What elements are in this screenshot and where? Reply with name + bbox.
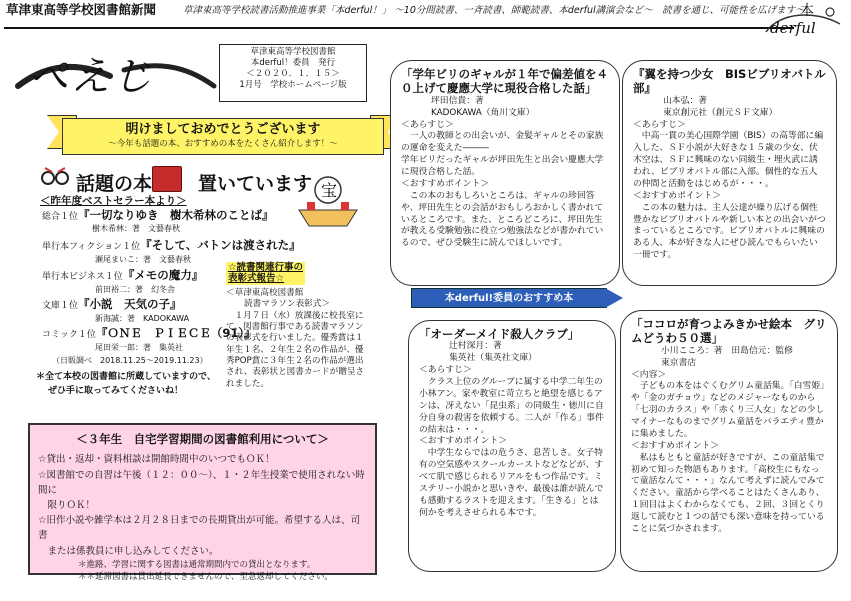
review-author: 山本弘：著 [663, 95, 707, 106]
header-divider [4, 27, 794, 29]
newspaper-title: 草津東高等学校図書館新聞 [6, 2, 157, 17]
book-review-card [620, 310, 838, 572]
book-entry [42, 238, 301, 254]
issue-line: 1月号 学校ホームページ版 [239, 80, 347, 91]
review-publisher: 東京書店 [661, 357, 697, 368]
review-synopsis: 子どもの本をはぐくむグリム童話集。「白雪姫」や「金のガチョウ」などのメジャーなものから「七羽のカラス」や「赤くり三人女」などの少しマイナーなものまでグリム童話をバラエティ豊かに集めました。 [631, 381, 825, 439]
book-review-card [622, 60, 837, 286]
book-author: 尾田栄一郎：著 集英社 [95, 343, 183, 352]
issue-line: 草津東高等学校図書館 [250, 47, 336, 57]
review-title: 「ココロが育つよみきかせ絵本 グリムどうわ５０選」 [631, 317, 827, 346]
book-author: 樹木希林：著 文藝春秋 [92, 224, 180, 233]
book-entry [42, 297, 182, 313]
notice-line: ☆旧作小説や雑学本は２月２８日までの長期貸出が可能。希望する人は、司書 [38, 515, 361, 542]
treasure-ship-icon [293, 170, 363, 230]
award-event: 読書マラソン表彰式＞ [244, 299, 330, 310]
svg-text:宝: 宝 [321, 181, 338, 200]
notice-title: ＜３年生 自宅学習期間の図書館利用について＞ [76, 432, 329, 446]
committee-recommendations-banner: 本derful!委員のおすすめ本 [411, 288, 607, 308]
book-category: 単行本フィクション１位 [42, 242, 141, 252]
issue-line: ＜２０２０．１．１５＞ [246, 69, 340, 80]
notice-line: ☆図書館での自習は午後（１２：００～）、１・２年生授業で使用されない時間に [38, 469, 365, 496]
review-points-heading: ＜おすすめポイント＞ [633, 190, 722, 201]
banner-subtitle: ～今年も話題の本、おすすめの本をたくさん紹介します！～ [108, 138, 338, 149]
book-author: 前田裕二：著 幻冬舎 [95, 285, 175, 294]
review-synopsis: 中高一貫の美心国際学園（BIS）の高等部に編入した、ＳＦ小説が大好きな１５歳の少女、伏木空は、ＳＦに興味のない同級生・埋火武に誘われ、ビブリオバトル部に入部。個性的な五人の仲間と活動をはじめるが・・・。 [633, 131, 824, 189]
review-points-heading: ＜おすすめポイント＞ [419, 436, 508, 447]
book-entry [42, 208, 274, 224]
review-points: 私はもともと童話が好きですが、この童話集で初めて知った物語もあります。「高校生にもなって童話なんて・・・」なんて考えずに読んでみてください。童話から学べることはたくさんあり、１回目はよくわからなくても、２回、３回とくり返して読むと１つの話でも深い意味を持っていることに気づかされます。 [631, 452, 825, 534]
review-synopsis-heading: ＜あらすじ＞ [419, 365, 472, 376]
book-title: 『一切なりゆき 樹木希林のことば』 [78, 208, 274, 222]
notice-line: 限りＯＫ！ [38, 499, 96, 511]
issue-line: 本derful！委員 発行 [250, 58, 336, 69]
book-category: 文庫１位 [42, 301, 79, 311]
award-heading-line: ☆読書関連行事の [228, 262, 304, 273]
glasses-icon [40, 164, 70, 188]
books-heading-suffix: 置いています [198, 173, 313, 195]
award-org: ＜草津東高校図書館 [226, 288, 304, 298]
banner-title: 明けましておめでとうございます [125, 122, 321, 137]
notice-footnote: ＊＊延滞図書は貸出延長できませんので、至急返却してください。 [78, 572, 333, 583]
book-title: 『ＯＮＥ ＰＩＥＣＥ（91）』 [95, 326, 256, 340]
book-title: 『そして、バトンは渡された』 [140, 238, 301, 252]
notice-line: または係教員に申し込みしてください。 [38, 545, 219, 557]
book-title: 『小説 天気の子』 [78, 297, 182, 311]
review-author: 小川こころ：著 田島信元：監修 [661, 345, 793, 356]
review-publisher: KADOKAWA（角川文庫） [431, 107, 535, 118]
review-author: 坪田信貴：著 [431, 95, 484, 106]
study-period-notice [28, 423, 377, 583]
review-synopsis: クラス上位のグループに属する中学二年生の小林アン。家や教室に苛立ちと絶望を感じるアンは、冴えない「昆虫系」の同級生・徳川に自分自身の殺害を依頼する。二人が「作る」事件の結末は・・・。 [419, 377, 604, 435]
logo-text: derful [770, 19, 816, 37]
issue-info-box [219, 44, 367, 102]
masthead-title: ぺえじ [28, 54, 154, 100]
book-entry [42, 268, 203, 284]
book-author: 瀬尾まいこ：著 文藝春秋 [95, 255, 191, 264]
review-synopsis: 一人の教師との出会いが、金髪ギャルとその家族の運命を変えた――― 学年ビリだったギャルが坪田先生と出会い慶應大学に現役合格した話。 [401, 131, 604, 177]
library-note: ぜひ手に取ってみてくださいね！ [48, 386, 184, 396]
logo-stamp: 本 [800, 3, 814, 19]
review-title: 「オーダーメイド殺人クラブ」 [419, 327, 580, 341]
award-text: １月７日（水）放課後に校長室にて、図書館行事である読書マラソンの表彰式を行いました。優秀賞は１年生１名、２年生２名の作品が、優秀POP賞に３年生２名の作品が選出され、表彰状と図書カードが贈呈されました。 [226, 310, 365, 389]
award-report-body [226, 288, 366, 390]
book-review-card [390, 60, 620, 286]
review-points: この本のおもしろいところは、ギャルの珍回答や、坪田先生との会話がおもしろおかしく書かれているところです。また、ところどころに、坪田先生が教える受験勉強に役立つ勉強法などが書かれているので、ぜひ受験生に読んでほしいです。 [401, 190, 604, 249]
book-category: 単行本ビジネス１位 [42, 272, 123, 282]
review-synopsis-heading: ＜あらすじ＞ [401, 119, 454, 130]
notice-footnote: ＊進路、学習に関する図書は通常期間内での貸出となります。 [78, 559, 316, 570]
notice-line: ☆貸出・返却・資料相談は開館時間中のいつでもＯＫ！ [38, 454, 275, 466]
book-category: 総合１位 [42, 212, 79, 222]
book-review-card [408, 320, 616, 572]
ranking-period: （日販調べ 2018.11.25～2019.11.23） [52, 356, 208, 365]
library-note: ＊全て本校の図書館に所蔵していますので、 [36, 372, 216, 382]
review-author: 辻村深月：著 [449, 341, 502, 352]
book-entry [42, 326, 256, 342]
review-points-heading: ＜おすすめポイント＞ [631, 440, 720, 451]
book-author: 新海誠：著 KADOKAWA [95, 314, 190, 323]
review-points: この本の魅力は、主人公達が繰り広げる個性豊かなビブリオバトルや新しい本との出会いがつまっているところです。ビブリオバトルに興味のある人、本が好きな人にぜひ読んでもらいたい一冊です。 [633, 202, 826, 261]
review-publisher: 集英社（集英社文庫） [449, 353, 537, 364]
review-synopsis-heading: ＜内容＞ [631, 369, 667, 380]
header-tagline: 草津東高等学校読書活動推進事業「本derful！」 ～10分間読書、一斉読書、師範読書、本derful講演会など～ 読書を通じ、可能性を広げます～ [183, 5, 805, 16]
review-points: 中学生ならではの危うさ、息苦しさ。女子特有の空気感やスクールカーストなどなどが、すべて肌で感じられるリアルをもつ作品です。ミステリー小説かと思いきや、最後は誰が読んでも感動するラストを迎えます。「生きる」とは何かを考えさせられる本です。 [419, 448, 604, 518]
banner-arrow-icon [605, 288, 623, 308]
review-title: 「学年ビリのギャルが１年で偏差値を４０上げて慶應大学に現役合格した話」 [401, 67, 608, 96]
review-title: 『翼を持つ少女 BISビブリオバトル部』 [633, 67, 826, 96]
award-heading-line: 表彰式報告☆ [228, 273, 285, 285]
red-book-icon [152, 166, 182, 192]
award-report-heading [226, 262, 305, 285]
new-year-banner [62, 118, 384, 155]
review-publisher: 東京創元社（創元ＳＦ文庫） [663, 107, 778, 118]
review-synopsis-heading: ＜あらすじ＞ [633, 119, 686, 130]
review-points-heading: ＜おすすめポイント＞ [401, 178, 490, 189]
bestseller-heading: ＜昨年度ベストセラー本より＞ [40, 195, 187, 207]
book-category: コミック１位 [42, 330, 96, 340]
books-heading: 話題の本 [76, 173, 153, 195]
book-title: 『メモの魔力』 [122, 268, 204, 282]
